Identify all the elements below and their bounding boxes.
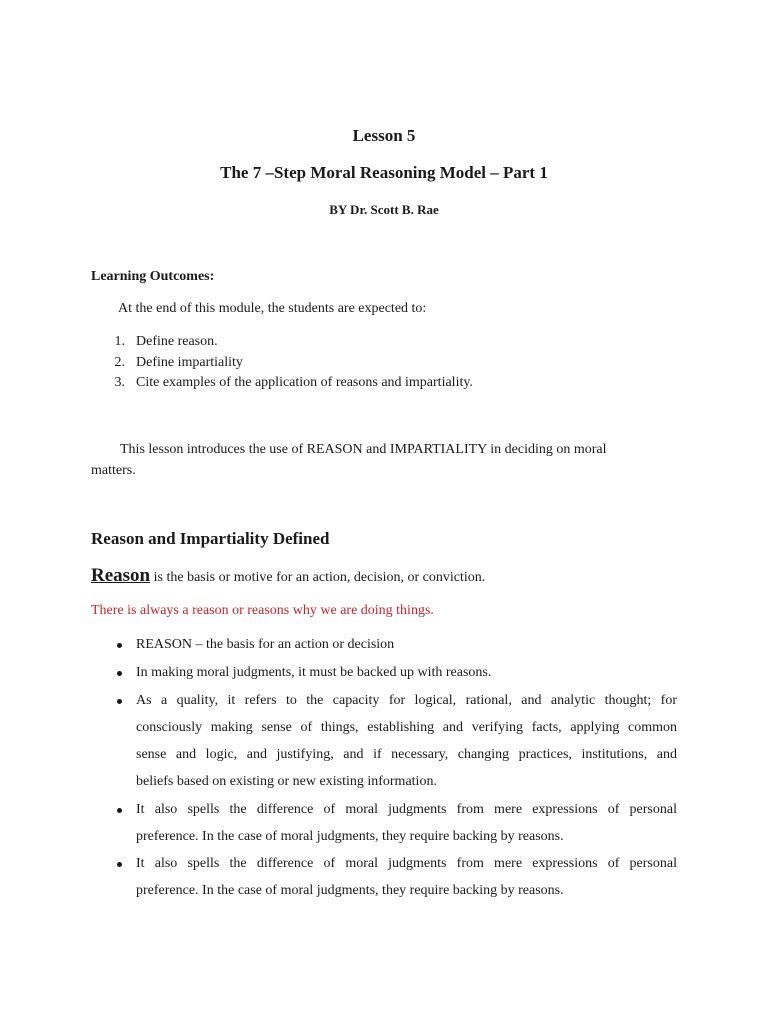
bullet-line: beliefs based on existing or new existing information. [136, 774, 437, 789]
outcome-number: 1. [114, 334, 125, 349]
bullet-dot [117, 699, 122, 704]
bullet-line: It also spells the difference of moral judgments from mere expressions of personal [136, 802, 677, 817]
author-byline: BY Dr. Scott B. Rae [329, 202, 439, 217]
outcome-item: Define reason. [136, 334, 218, 349]
intro-paragraph-line: matters. [91, 463, 136, 478]
lesson-title: The 7 –Step Moral Reasoning Model – Part 1 [220, 163, 548, 182]
bullet-line: sense and logic, and justifying, and if necessary, changing practices, institutions, and [136, 747, 677, 762]
outcome-number: 3. [114, 375, 125, 390]
section-heading: Reason and Impartiality Defined [91, 529, 330, 548]
intro-paragraph-line: This lesson introduces the use of REASON and IMPARTIALITY in deciding on moral [120, 442, 607, 457]
outcome-item: Define impartiality [136, 355, 243, 370]
outcome-number: 2. [114, 355, 125, 370]
reason-term: Reason [91, 565, 151, 586]
bullet-line: It also spells the difference of moral judgments from mere expressions of personal [136, 856, 677, 871]
bullet-dot [117, 808, 122, 813]
bullet-line: preference. In the case of moral judgments, they require backing by reasons. [136, 829, 564, 844]
bullet-dot [117, 862, 122, 867]
bullet-line: consciously making sense of things, establishing and verifying facts, applying common [136, 720, 677, 735]
bullet-line: In making moral judgments, it must be backed up with reasons. [136, 665, 492, 680]
bullet-line: REASON – the basis for an action or decision [136, 637, 395, 652]
outcome-item: Cite examples of the application of reasons and impartiality. [136, 375, 473, 390]
learning-outcomes-intro: At the end of this module, the students are expected to: [118, 301, 427, 316]
bullet-line: As a quality, it refers to the capacity for logical, rational, and analytic thought; for [136, 693, 677, 708]
reason-definition-text: is the basis or motive for an action, decision, or conviction. [150, 570, 486, 585]
bullet-dot [117, 643, 122, 648]
bullet-line: preference. In the case of moral judgments, they require backing by reasons. [136, 883, 564, 898]
bullet-dot [117, 671, 122, 676]
reason-definition [91, 565, 485, 587]
highlight-statement: There is always a reason or reasons why we are doing things. [91, 603, 434, 618]
learning-outcomes-heading: Learning Outcomes: [91, 269, 215, 284]
lesson-number: Lesson 5 [352, 126, 416, 145]
